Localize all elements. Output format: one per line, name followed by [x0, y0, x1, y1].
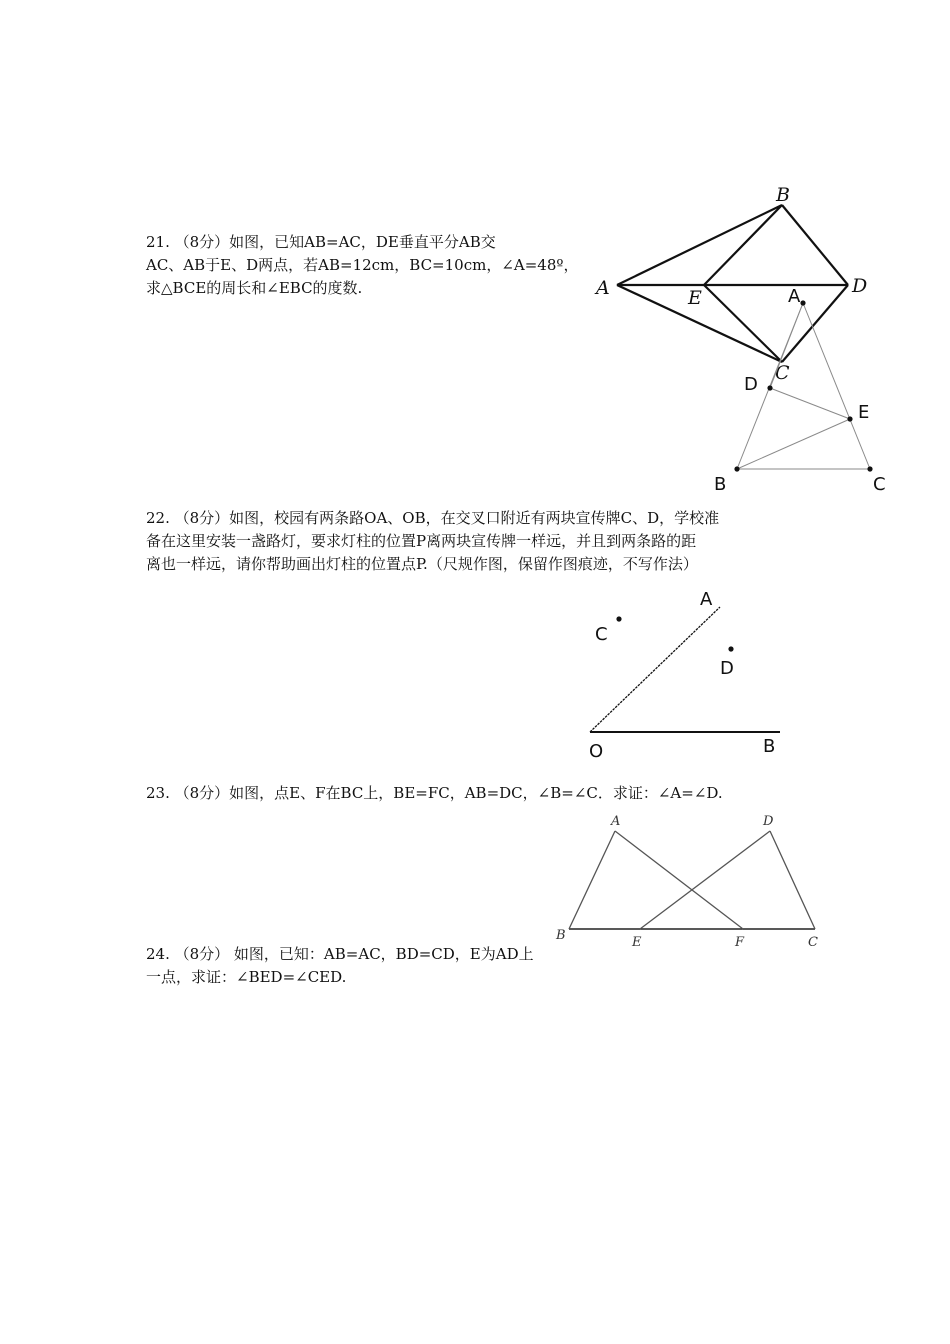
question-22-line-2: 备在这里安装一盏路灯，要求灯柱的位置P离两块宣传牌一样远，并且到两条路的距	[146, 532, 697, 550]
fig22-label-b: B	[763, 736, 776, 757]
fig24-label-b: B	[714, 474, 727, 495]
fig24-label-d: D	[744, 374, 758, 395]
fig24-label-a: A	[788, 286, 801, 307]
fig21-label-d: D	[852, 275, 868, 297]
fig22-label-c: C	[595, 624, 608, 645]
fig22-label-d: D	[720, 658, 734, 679]
fig21-label-a: A	[596, 277, 610, 299]
question-23-line-1: 23. （8分）如图，点E、F在BC上，BE=FC，AB=DC，∠B=∠C．求证：∠A=∠D.	[146, 784, 723, 802]
fig21-label-b: B	[776, 184, 790, 206]
question-22-line-3: 离也一样远，请你帮助画出灯柱的位置点P.（尺规作图，保留作图痕迹，不写作法）	[146, 555, 698, 573]
fig23-label-c: C	[808, 935, 818, 950]
fig23-segment-dc	[770, 831, 815, 929]
fig23-label-f: F	[735, 935, 745, 950]
question-22-line-1: 22. （8分）如图，校园有两条路OA、OB，在交叉口附近有两块宣传牌C、D，学校准	[146, 509, 720, 527]
fig23-label-e: E	[632, 935, 642, 950]
question-24-line-2: 一点，求证：∠BED=∠CED.	[146, 968, 347, 986]
fig23-label-b: B	[556, 928, 566, 943]
fig22-label-o: O	[589, 741, 604, 762]
question-21-line-1: 21. （8分）如图，已知AB=AC，DE垂直平分AB交	[146, 233, 496, 251]
fig22-label-a: A	[700, 589, 713, 610]
fig23-segment-de	[640, 831, 770, 929]
fig24-label-c: C	[873, 474, 886, 495]
fig23-segment-ab	[569, 831, 615, 929]
question-24	[146, 943, 534, 989]
fig23-label-a: A	[611, 814, 621, 829]
fig24-label-e: E	[858, 402, 870, 423]
fig23-label-d: D	[763, 814, 774, 829]
question-21-line-2: AC、AB于E、D两点，若AB=12cm，BC=10cm，∠A=48º，	[146, 256, 579, 274]
question-24-line-1: 24. （8分） 如图，已知：AB=AC，BD=CD，E为AD上	[146, 945, 534, 963]
question-21-line-3: 求△BCE的周长和∠EBC的度数.	[146, 279, 363, 297]
fig21-label-c: C	[775, 362, 790, 384]
fig21-label-e: E	[688, 287, 702, 309]
fig23-segment-af	[615, 831, 743, 929]
